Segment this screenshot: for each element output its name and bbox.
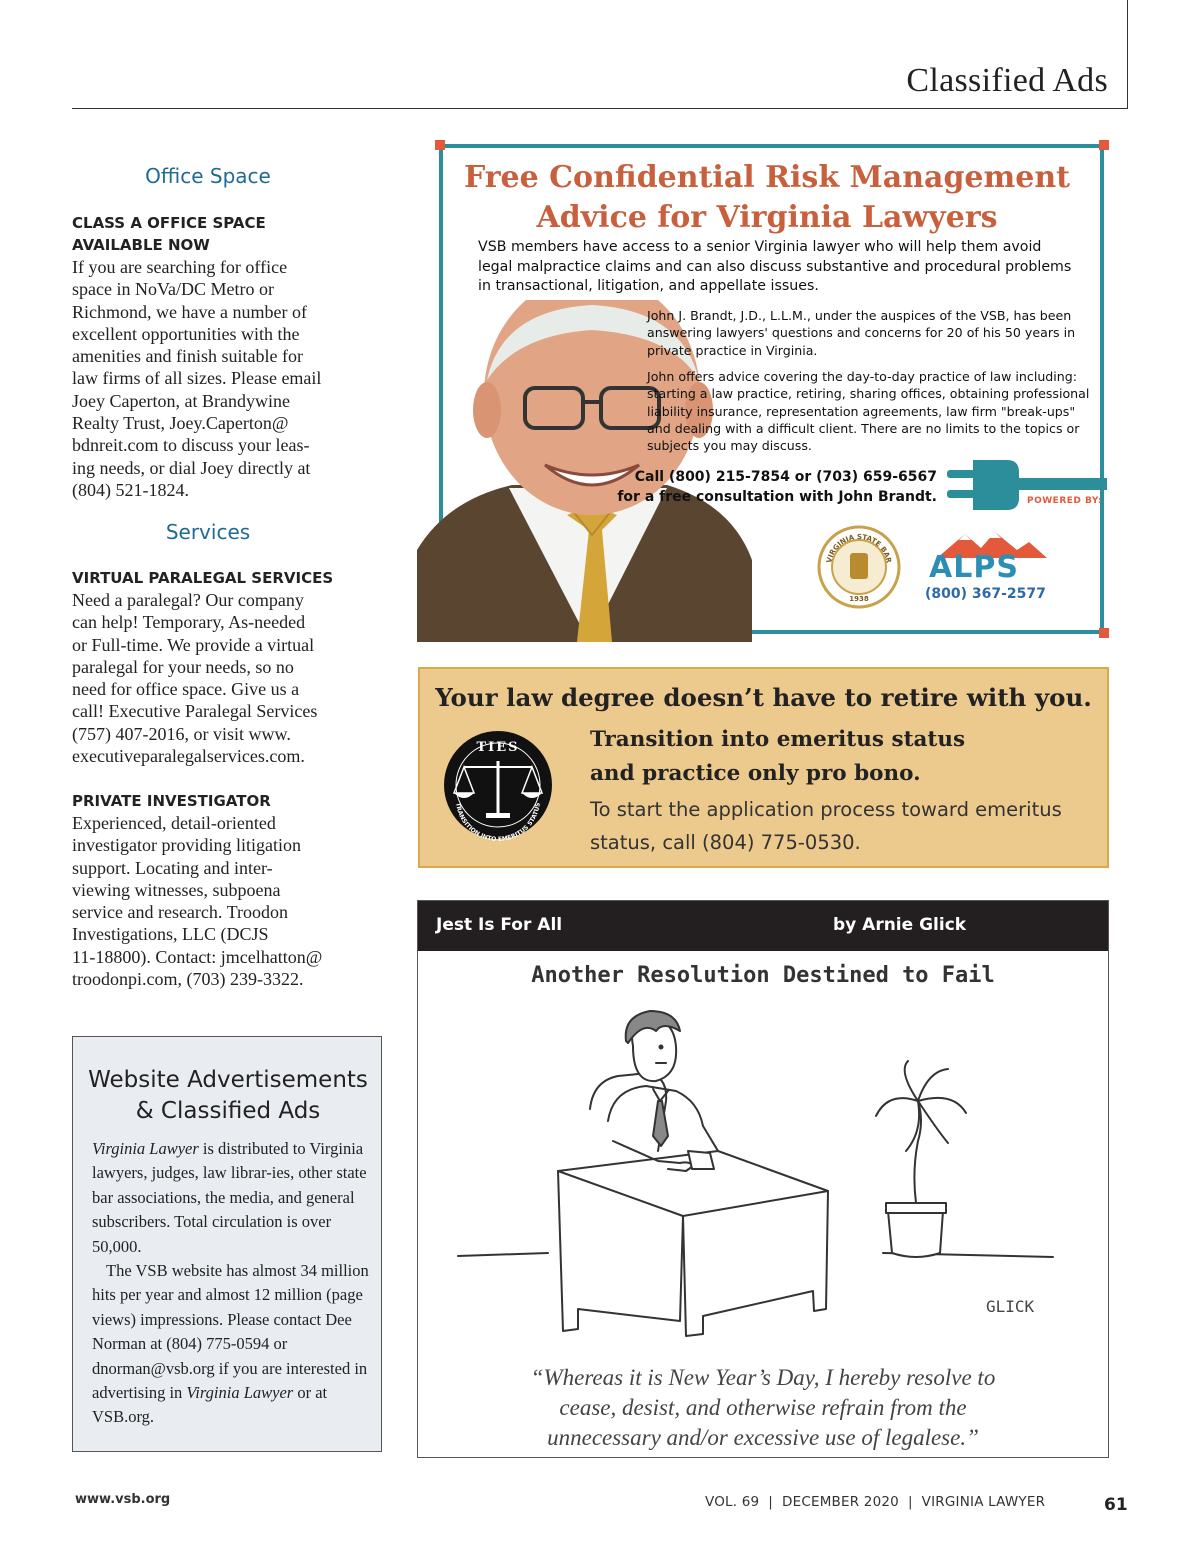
emeritus-body-line: status, call (804) 775-0530.: [590, 831, 861, 854]
risk-ad-title: [457, 158, 1077, 238]
ad-line: (757) 407-2016, or visit www.: [72, 723, 291, 744]
risk-ad-services: John offers advice covering the day-to-day practice of law including: starting a law practice, retiring, sharing offices, obtaining professional liability insurance, representation agreements, law firm "break-ups" and dealing with a difficult client. There are no limits to the topics or subjects you may discuss.: [647, 369, 1090, 454]
cartoon-title: Another Resolution Destined to Fail: [531, 963, 995, 988]
ad-line: bdnreit.com to discuss your leas-: [72, 435, 310, 456]
cartoon-signature: GLICK: [986, 1297, 1035, 1316]
risk-management-ad: [417, 140, 1112, 642]
ad-line: excellent opportunities with the: [72, 323, 300, 344]
office-ad-title-1: CLASS A OFFICE SPACE: [72, 214, 266, 232]
header-rule: [72, 108, 1128, 109]
page-number: 61: [1104, 1495, 1128, 1515]
ad-line: executiveparalegalservices.com.: [72, 746, 305, 767]
website-ads-text: is distributed to Virginia lawyers, judges, law librar-ies, other state bar associations, the media, and general subscribers. Total circulation is over 50,000.: [92, 1139, 367, 1256]
services-heading: Services: [165, 520, 251, 544]
ad-line: or Full-time. We provide a virtual: [72, 634, 315, 655]
plug-icon: [947, 458, 1107, 518]
emeritus-subhead-line: Transition into emeritus status: [590, 727, 966, 752]
office-ad-title-2: AVAILABLE NOW: [72, 236, 210, 254]
ad-line: Need a paralegal? Our company: [72, 590, 304, 610]
footer-issue: VOL. 69 | DECEMBER 2020 | VIRGINIA LAWYER: [705, 1494, 1046, 1510]
paralegal-ad-title: VIRTUAL PARALEGAL SERVICES: [72, 569, 334, 587]
alps-logo-text: ALPS: [929, 550, 1019, 585]
ad-line: space in NoVa/DC Metro or: [72, 279, 274, 300]
emeritus-ad: [418, 667, 1109, 868]
cartoon-caption: [478, 1363, 1048, 1453]
ad-line: ing needs, or dial Joey directly at: [72, 457, 311, 478]
cartoon-caption-line: cease, desist, and otherwise refrain from the: [559, 1395, 967, 1420]
cartoon-caption-line: unnecessary and/or excessive use of legalese.”: [547, 1425, 979, 1450]
ad-line: If you are searching for office: [72, 257, 288, 277]
risk-ad-call-line: for a free consultation with John Brandt.: [617, 488, 937, 505]
alps-phone: (800) 367-2577: [925, 586, 1046, 602]
cartoon-header-bar: [418, 901, 1108, 951]
emeritus-subhead: [590, 723, 1090, 791]
ad-line: support. Locating and inter-: [72, 857, 273, 878]
cartoon-caption-line: “Whereas it is New Year’s Day, I hereby resolve to: [530, 1365, 996, 1390]
cartoon-panel: [417, 900, 1109, 1458]
footer-url[interactable]: www.vsb.org: [75, 1492, 171, 1507]
section-title: Classified Ads: [906, 62, 1108, 99]
cartoon-author: by Arnie Glick: [833, 915, 967, 935]
ad-line: law firms of all sizes. Please email: [72, 368, 322, 389]
ad-line: call! Executive Paralegal Services: [72, 701, 318, 722]
emeritus-subhead-line: and practice only pro bono.: [590, 761, 921, 786]
website-ads-title: [73, 1065, 383, 1127]
ad-line: can help! Temporary, As-needed: [72, 612, 306, 633]
website-ads-box: [72, 1036, 382, 1452]
ad-line: troodonpi.com, (703) 239-3322.: [72, 969, 304, 990]
frame-corner: [1099, 140, 1109, 150]
risk-ad-call-line: Call (800) 215-7854 or (703) 659-6567: [634, 469, 937, 485]
ad-line: (804) 521-1824.: [72, 479, 189, 500]
website-ads-title-line: Website Advertisements: [88, 1067, 368, 1093]
ad-line: Experienced, detail-oriented: [72, 813, 276, 833]
investigator-ad: [72, 790, 352, 990]
office-space-ad: [72, 212, 352, 501]
investigator-ad-title: PRIVATE INVESTIGATOR: [72, 792, 271, 810]
ad-line: Investigations, LLC (DCJS: [72, 924, 269, 945]
ad-line: need for office space. Give us a: [72, 679, 300, 700]
office-ad-body: [72, 256, 352, 501]
ad-line: service and research. Troodon: [72, 902, 288, 923]
publication-name: Virginia Lawyer: [92, 1139, 199, 1158]
ties-logo-icon: [442, 729, 554, 841]
vsb-seal-icon: [817, 525, 901, 609]
emeritus-body: [590, 793, 1090, 859]
risk-ad-intro: VSB members have access to a senior Virginia lawyer who will help them avoid legal malpractice claims and can also discuss substantive and procedural problems in transactional, litigation, and appellate issues.: [478, 239, 1072, 294]
ad-line: Joey Caperton, at Brandywine: [72, 390, 290, 411]
cartoon-series-title: Jest Is For All: [436, 915, 563, 935]
frame-corner: [1099, 628, 1109, 638]
ties-ring-text: TRANSITION INTO EMERITUS STATUS: [454, 802, 542, 841]
ad-line: investigator providing litigation: [72, 835, 301, 856]
emeritus-headline: Your law degree doesn’t have to retire with you.: [435, 683, 1092, 712]
website-ads-text: The VSB website has almost 34 million hits per year and almost 12 million (page views) impressions. Please contact Dee Norman at (804) 775-0594 or dnorman@vsb.org if you are interested in advertising in: [92, 1261, 369, 1403]
emeritus-body-line: To start the application process toward emeritus: [590, 798, 1062, 821]
seal-year: 1938: [849, 595, 869, 603]
website-ads-title-line: & Classified Ads: [135, 1098, 321, 1124]
ties-logo-text: TIES: [476, 740, 520, 755]
risk-ad-title-line: Advice for Virginia Lawyers: [536, 200, 998, 235]
ad-line: Richmond, we have a number of: [72, 301, 307, 322]
website-ads-text: or at VSB.org.: [92, 1383, 328, 1427]
frame-corner: [435, 140, 445, 150]
header-vertical-rule: [1127, 0, 1128, 109]
ad-line: paralegal for your needs, so no: [72, 656, 294, 677]
ad-line: Realty Trust, Joey.Caperton@: [72, 413, 289, 434]
powered-by-label: POWERED BY:: [1027, 496, 1103, 506]
paralegal-ad: [72, 567, 352, 767]
risk-ad-bio: John J. Brandt, J.D., L.L.M., under the auspices of the VSB, has been answering lawyers' questions and concerns for 20 of his 50 years in private practice in Virginia.: [647, 308, 1076, 358]
risk-ad-title-line: Free Confidential Risk Management: [463, 160, 1071, 195]
office-space-heading: Office Space: [145, 164, 271, 188]
publication-name: Virginia Lawyer: [186, 1383, 294, 1403]
ad-line: amenities and finish suitable for: [72, 346, 303, 367]
ad-line: viewing witnesses, subpoena: [72, 879, 281, 900]
website-ads-body: [92, 1137, 370, 1430]
seal-text: VIRGINIA STATE BAR: [825, 532, 893, 564]
risk-ad-call: [597, 468, 937, 507]
ad-line: 11-18800). Contact: jmcelhatton@: [72, 946, 323, 967]
